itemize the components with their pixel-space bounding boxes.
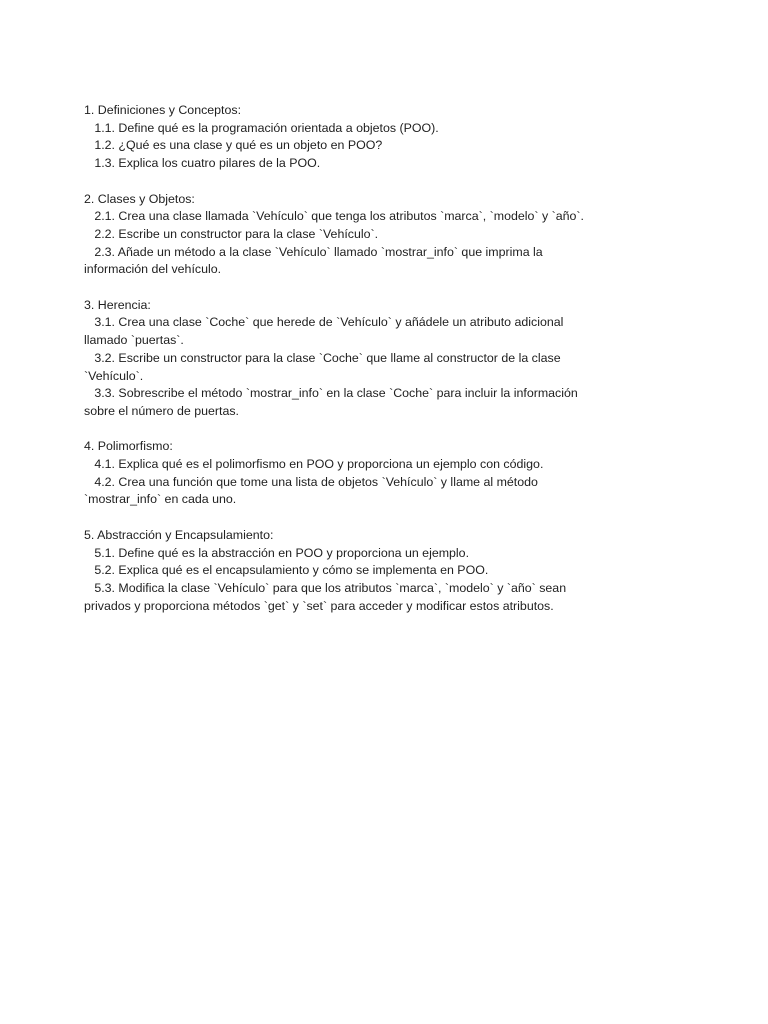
- question-item: 4.1. Explica qué es el polimorfismo en POO y proporciona un ejemplo con código.: [84, 457, 544, 472]
- section-definitions: [84, 102, 644, 173]
- question-item: 4.2. Crea una función que tome una lista de objetos `Vehículo` y llame al método: [84, 474, 538, 489]
- question-item: 1.2. ¿Qué es una clase y qué es un objeto en POO?: [84, 138, 383, 153]
- question-item-continuation: llamado `puertas`.: [84, 333, 184, 348]
- question-item: 2.3. Añade un método a la clase `Vehículo` llamado `mostrar_info` que imprima la: [84, 244, 543, 259]
- question-item: 3.2. Escribe un constructor para la clase `Coche` que llame al constructor de la clase: [84, 350, 561, 365]
- section-heading: 2. Clases y Objetos:: [84, 191, 195, 206]
- section-heading: 1. Definiciones y Conceptos:: [84, 103, 242, 117]
- question-item: 3.1. Crea una clase `Coche` que herede de `Vehículo` y añádele un atributo adicional: [84, 315, 564, 330]
- section-classes-objects: [84, 191, 644, 280]
- question-item-continuation: `Vehículo`.: [84, 368, 144, 383]
- question-item: 5.3. Modifica la clase `Vehículo` para que los atributos `marca`, `modelo` y `año` sean: [84, 580, 567, 595]
- question-item: 2.2. Escribe un constructor para la clase `Vehículo`.: [84, 226, 379, 241]
- question-item: 1.3. Explica los cuatro pilares de la POO.: [84, 156, 321, 171]
- section-inheritance: [84, 297, 644, 421]
- question-item: 1.1. Define qué es la programación orientada a objetos (POO).: [84, 120, 439, 135]
- document-body: [84, 102, 644, 633]
- question-item: 3.3. Sobrescribe el método `mostrar_info` en la clase `Coche` para incluir la información: [84, 386, 578, 401]
- section-polymorphism: [84, 438, 644, 509]
- section-heading: 3. Herencia:: [84, 297, 151, 312]
- question-item: 2.1. Crea una clase llamada `Vehículo` que tenga los atributos `marca`, `modelo` y `año`.: [84, 209, 584, 224]
- question-item-continuation: sobre el número de puertas.: [84, 403, 239, 418]
- section-abstraction-encapsulation: [84, 527, 644, 616]
- question-item-continuation: información del vehículo.: [84, 262, 222, 277]
- section-heading: 4. Polimorfismo:: [84, 439, 173, 454]
- question-item: 5.1. Define qué es la abstracción en POO y proporciona un ejemplo.: [84, 545, 470, 560]
- section-heading: 5. Abstracción y Encapsulamiento:: [84, 527, 274, 542]
- question-item: 5.2. Explica qué es el encapsulamiento y cómo se implementa en POO.: [84, 563, 489, 578]
- question-item-continuation: privados y proporciona métodos `get` y `set` para acceder y modificar estos atributos.: [84, 598, 554, 613]
- question-item-continuation: `mostrar_info` en cada uno.: [84, 492, 237, 507]
